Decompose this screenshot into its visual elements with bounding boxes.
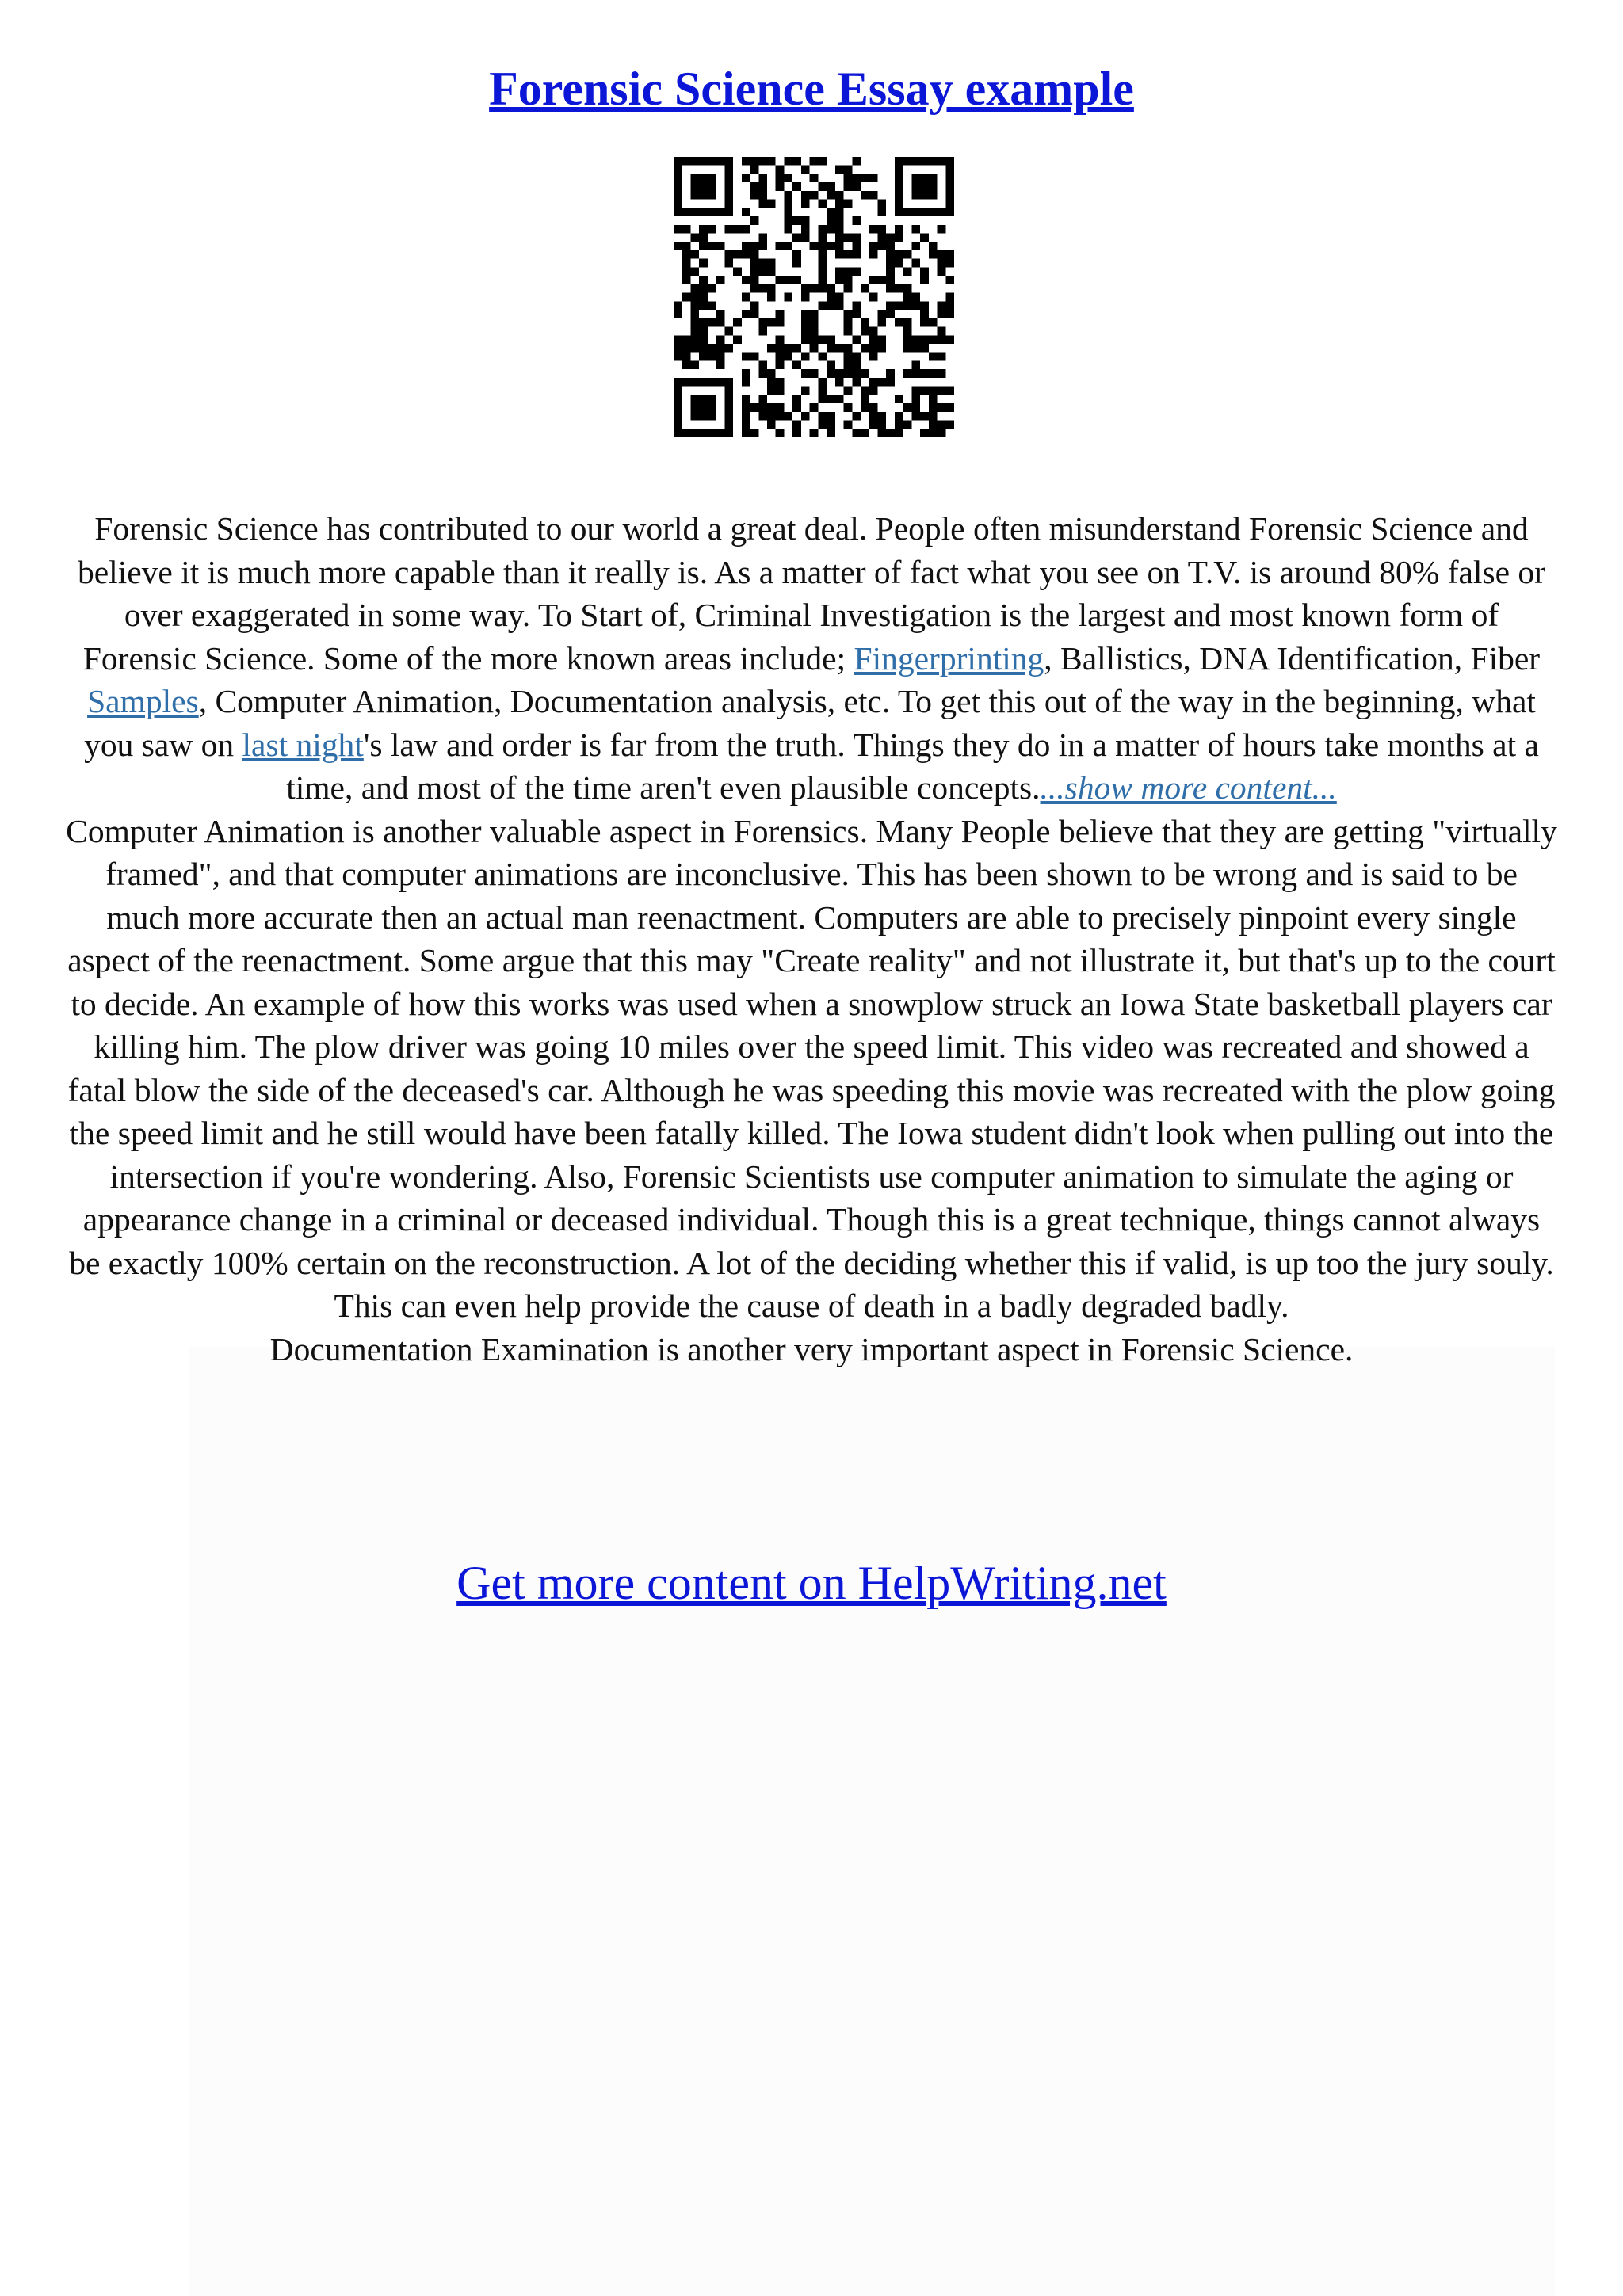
paragraph-3: Documentation Examination is another very important aspect in Forensic Science.	[269, 1330, 1354, 1367]
samples-link[interactable]: Samples	[87, 683, 199, 719]
title-link[interactable]: Forensic Science Essay example	[489, 63, 1134, 115]
qr-code-icon	[674, 157, 954, 437]
paragraph-2: Computer Animation is another valuable aspect in Forensics. Many People believe that they are getting "virtually framed", and that computer animations are inconclusive. This has been shown to be wrong and is said to be much more accurate then an actual man reenactment. Computers are able to precisely pinpoint every single aspect of the reenactment. Some argue that this may "Create reality" and not illustrate it, but that's up to the court to decide. An example of how this works was used when a snowplow struck an Iowa State basketball players car killing him. The plow driver was going 10 miles over the speed limit. This video was recreated and showed a fatal blow the side of the deceased's car. Although he was speeding this movie was recreated with the plow going the speed limit and he still would have been fatally killed. The Iowa student didn't look when pulling out into the intersection if you're wondering. Also, Forensic Scientists use computer animation to simulate the aging or appearance change in a criminal or deceased individual. Though this is a great technique, things cannot always be exactly 100% certain on the reconstruction. A lot of the deciding whether this if valid, is up too the jury souly. This can even help provide the cause of death in a badly degraded badly.	[66, 812, 1557, 1324]
paragraph-1-text-d: 's law and order is far from the truth. Things they do in a matter of hours take months at a time, and most of the time aren't even plausible concepts.	[286, 726, 1539, 806]
last-night-link[interactable]: last night	[242, 726, 364, 763]
paragraph-1-text-a: Forensic Science has contributed to our world a great deal. People often misunderstand Forensic Science and believe it is much more capable than it really is. As a matter of fact what you see on T.V. is around 80% false or over exaggerated in some way. To Start of, Criminal Investigation is the largest and most known form of Forensic Science. Some of the more known areas include;	[78, 510, 1545, 677]
get-more-content-link[interactable]: Get more content on HelpWriting.net	[456, 1557, 1167, 1609]
show-more-link[interactable]: ...show more content...	[1040, 769, 1337, 806]
page-shade	[189, 1347, 1555, 2296]
cta	[0, 1553, 1623, 1613]
essay-body	[65, 507, 1558, 1371]
paragraph-1-text-b: , Ballistics, DNA Identification, Fiber	[1044, 639, 1541, 677]
paragraph-1-text-c: , Computer Animation, Documentation analysis, etc. To get this out of the way in the beginning, what you saw on	[84, 683, 1536, 763]
paragraph-1	[65, 507, 1558, 810]
fingerprinting-link[interactable]: Fingerprinting	[854, 639, 1044, 677]
page-title	[0, 55, 1623, 122]
